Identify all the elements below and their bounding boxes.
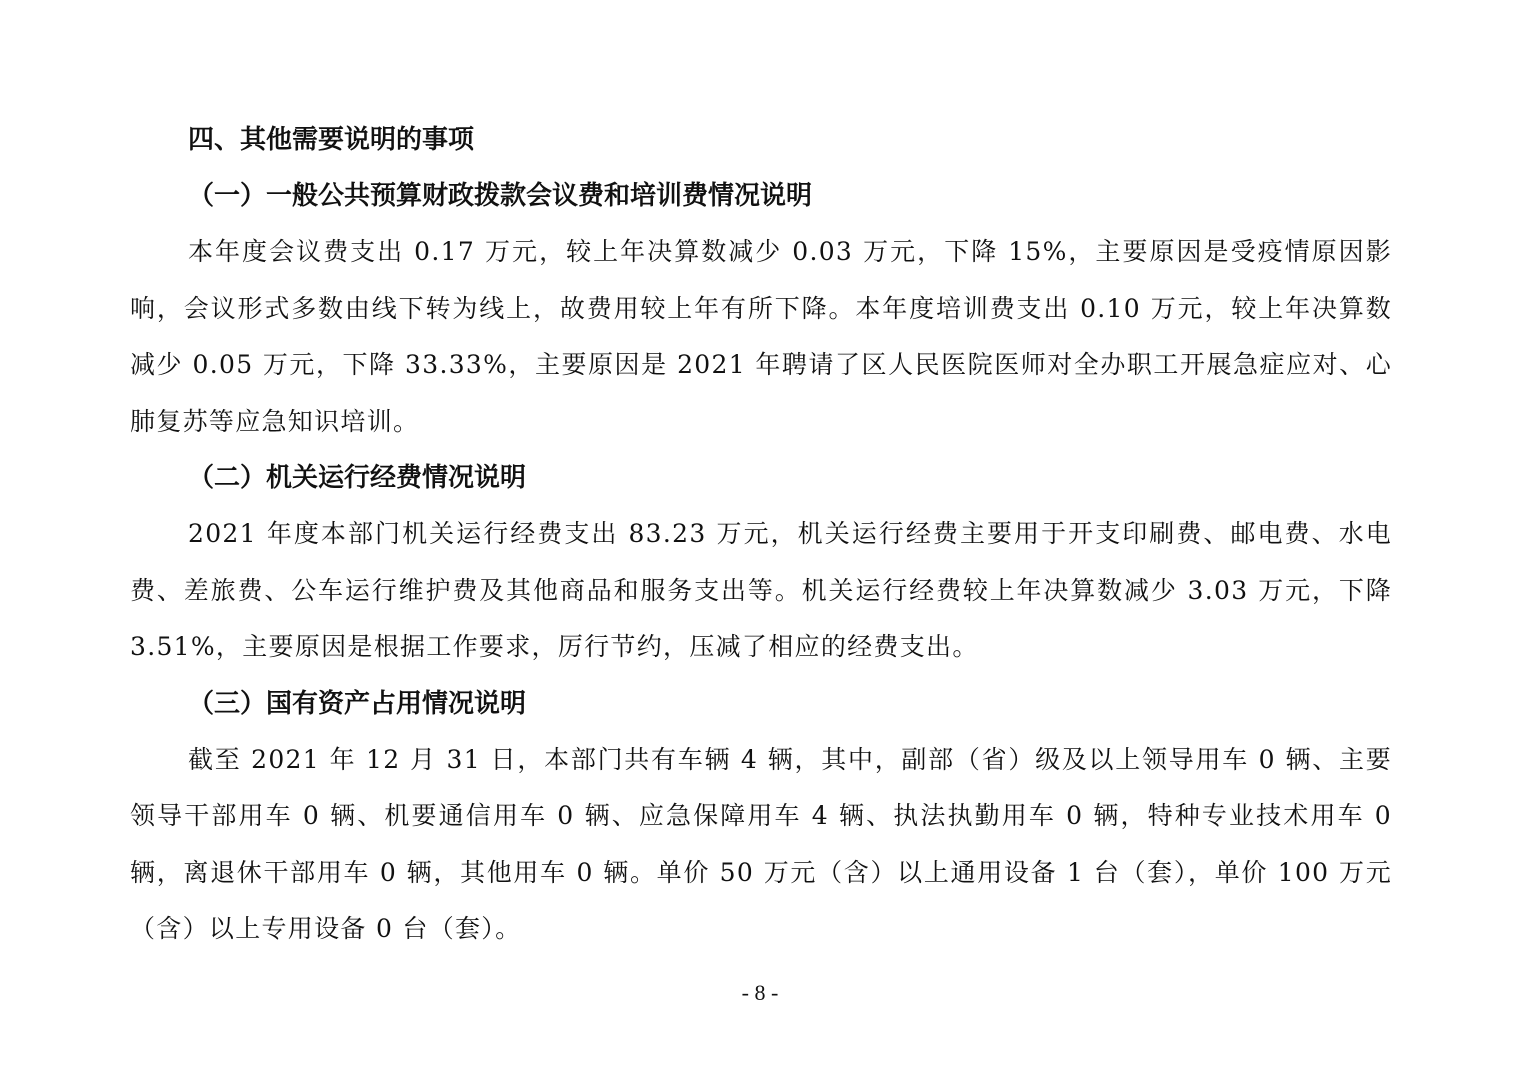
section-heading: 四、其他需要说明的事项	[188, 125, 475, 155]
subsection-heading-meeting-training: （一）一般公共预算财政拨款会议费和培训费情况说明	[188, 181, 813, 211]
page-content	[130, 112, 1392, 958]
paragraph-state-assets: 截至 2021 年 12 月 31 日，本部门共有车辆 4 辆，其中，副部（省）级及以上领导用车 0 辆、主要领导干部用车 0 辆、机要通信用车 0 辆、应急保障用车 4 辆、执法执勤用车 0 辆，特种专业技术用车 0 辆，离退休干部用车 0 辆，其他用车 0 辆。单价 50 万元（含）以上通用设备 1 台（套），单价 100 万元（含）以上专用设备 0 台（套）。	[130, 744, 1392, 943]
subsection-heading-operating-funds: （二）机关运行经费情况说明	[188, 463, 527, 493]
page-number: - 8 -	[741, 980, 779, 1005]
paragraph-meeting-training: 本年度会议费支出 0.17 万元，较上年决算数减少 0.03 万元，下降 15%，主要原因是受疫情原因影响，会议形式多数由线下转为线上，故费用较上年有所下降。本年度培训费支出 0.10 万元，较上年决算数减少 0.05 万元，下降 33.33%，主要原因是 2021 年聘请了区人民医院医师对全办职工开展急症应对、心肺复苏等应急知识培训。	[130, 237, 1392, 436]
paragraph-operating-funds: 2021 年度本部门机关运行经费支出 83.23 万元，机关运行经费主要用于开支印刷费、邮电费、水电费、差旅费、公车运行维护费及其他商品和服务支出等。机关运行经费较上年决算数减少 3.03 万元，下降 3.51%，主要原因是根据工作要求，厉行节约，压减了相应的经费支出。	[130, 519, 1392, 661]
subsection-heading-state-assets: （三）国有资产占用情况说明	[188, 688, 527, 719]
